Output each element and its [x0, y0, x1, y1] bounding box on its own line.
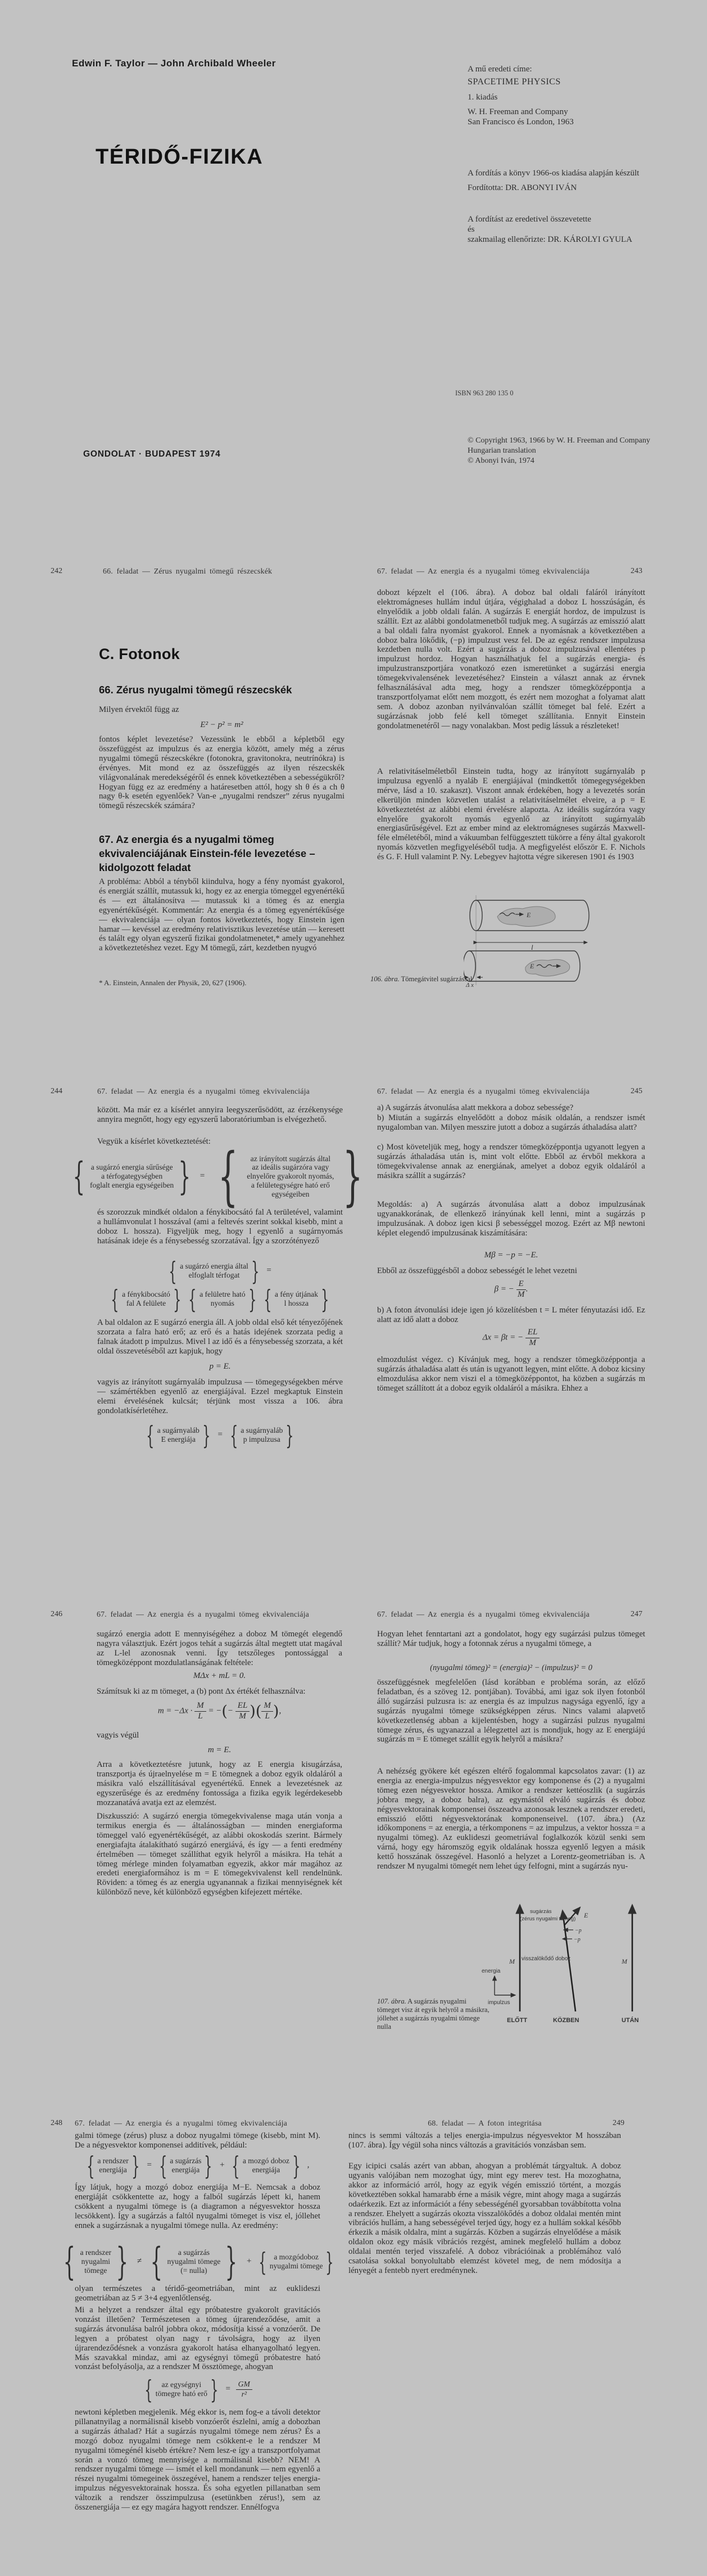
- brace-line: fal A felülete: [126, 1299, 166, 1307]
- figure-label-energy-1: E: [527, 911, 531, 919]
- operator: =: [217, 1430, 223, 1440]
- brace-glyph: }: [225, 2239, 238, 2284]
- paragraph: Diszkusszió: A sugárzó energia tömegekvivalense maga után vonja a termikus energia és — általánosságban — minden energiaforma tömeggel való egyenértékűségét, az alábbi okoskodás szerint. Bármely energiafajta átalakítható sugárzó energiává, és így — a fenti eredmény értelmében — tömeget szállíthat egyik helyről a másikra. Ha tehát a tömeg mérlege minden folyamatban egyezik, akkor már magához az eredeti energiaformához is m = E tömegekvivalenst kell rendelnünk. Röviden: a tömeg és az energia ugyanannak a fizikai mennyiségnek két különböző neve, két különböző egységben kifejezett mértéke.: [97, 1812, 342, 1897]
- brace-lines: [179, 1262, 250, 1280]
- brace-equation: [97, 1284, 343, 1314]
- paragraph: Megoldás: a) A sugárzás átvonulása alatt a doboz impulzusának ugyanakkorának, de ellenkező irányúnak kell lenni, mint a sugárzás p impulzusának. A doboz igen kicsi β sebességgel mozog. Ezért az Mβ newtoni képlet elegendő impulzusának kiszámítására:: [377, 1200, 645, 1238]
- running-head: 66. feladat — Zérus nyugalmi tömegű részecskék: [103, 567, 273, 575]
- brace-line: egységeiben: [271, 1189, 310, 1198]
- label-before: ELŐTT: [507, 2017, 528, 2024]
- brace-glyph: {: [158, 2150, 167, 2181]
- brace-group: [85, 2150, 142, 2181]
- equation-text: m = −Δx ·: [157, 1706, 195, 1716]
- original-title-label: A mű eredeti címe:: [468, 65, 532, 74]
- fraction-numerator: M: [261, 1702, 273, 1712]
- fraction-numerator: M: [194, 1702, 206, 1712]
- brace-lines: [169, 2157, 202, 2175]
- paragraph: olyan természetes a téridő-geometriában, mint az euklideszi geometriában az 5 ≠ 3+4 egyenlőtlenség.: [75, 2284, 320, 2303]
- brace-line: E energiája: [161, 1435, 196, 1443]
- running-head: 67. feladat — Az energia és a nyugalmi tömeg ekvivalenciája: [97, 1087, 310, 1095]
- axis-label-momentum: impulzus: [488, 2000, 510, 2006]
- brace-glyph: {: [217, 1140, 238, 1213]
- page-number: 245: [631, 1087, 642, 1095]
- fraction-numerator: GM: [236, 2380, 252, 2389]
- paragraph: Ebből az összefüggésből a doboz sebességét le lehet vezetni: [377, 1266, 577, 1275]
- running-head: 68. feladat — A foton integritása: [428, 2119, 542, 2127]
- brace-group: [143, 2374, 220, 2404]
- problem-66-heading: 66. Zérus nyugalmi tömegű részecskék: [99, 684, 292, 696]
- label-radiation: sugárzás: [530, 1909, 552, 1915]
- brace-line: a mozgódoboz: [274, 2253, 319, 2262]
- figure-label-energy-2: E: [530, 962, 534, 970]
- operator: =: [199, 1171, 205, 1181]
- brace-line: a sugárzás: [178, 2248, 210, 2257]
- brace-line: az egységnyi: [161, 2380, 202, 2389]
- label-minus-p-1: −p: [575, 1928, 582, 1934]
- page-number: 243: [631, 567, 642, 575]
- axis-label-energy: energia: [482, 1968, 501, 1974]
- equation: Mβ = −p = −E.: [484, 1251, 538, 1260]
- figure-caption-text: Tömegátvitel sugárzással: [399, 975, 473, 983]
- brace-equation: [97, 1420, 343, 1450]
- equation-tail: ,: [307, 2160, 310, 2170]
- brace-line: tömege: [84, 2266, 107, 2275]
- brace-line: elnyelőre gyakorolt nyomás,: [247, 1172, 334, 1181]
- equation-text: −: [227, 1706, 235, 1716]
- paragraph: A probléma: Abból a tényből kiindulva, hogy a fény nyomást gyakorol, és energiát szállít, mutassuk ki, hogy ez az energia tömeggel egyenértékű és — ezt általánosítva — mutassuk ki a tömeg és az energia egyenértékűségét. Kommentár: Az energia és a tömeg egyenértékűsége — ekvivalenciája — olyan fontos következtetés, hogy Einstein igen hamar — kevéssel az eredmény relativisztikus levezetése után — keresett és talált egy olyan egyszerű fizikai gondolatmenetet,* amely ugyanehhez a következtetéshez vezet. Egy M tömegű, zárt, kezdetben nyugvó: [99, 877, 345, 953]
- brace-group: [228, 1420, 296, 1450]
- footnote: * A. Einstein, Annalen der Physik, 20, 627 (1906).: [99, 978, 247, 987]
- brace-line: energiája: [252, 2166, 280, 2174]
- figure-caption-text: A sugárzás nyugalmi tömeget visz át egyik helyről a másikra, jóllehet a sugárzás nyugalmi tömege nulla: [377, 1997, 490, 2031]
- brace-line: energiája: [99, 2166, 127, 2174]
- vector-label-M-before: M: [509, 1957, 515, 1965]
- paragraph: Vegyük a kísérlet következtetését:: [97, 1137, 211, 1146]
- brace-equation: [63, 2239, 334, 2284]
- figure-caption-label: 106. ábra.: [370, 975, 400, 983]
- operator: +: [246, 2257, 252, 2266]
- brace-lines: [239, 1426, 284, 1444]
- figure-label-delta-x: Δ x: [466, 982, 474, 987]
- brace-line: a felületegységre ható erő: [251, 1180, 330, 1189]
- brace-lines: [96, 2157, 129, 2175]
- label-E: E: [584, 1911, 588, 1919]
- figure-107-caption: [377, 1997, 490, 2031]
- figure-106-radiation-cylinders: [464, 893, 615, 987]
- brace-lines: [198, 1290, 247, 1308]
- label-zero-rest-mass: (zérus nyugalmi tömeg): [520, 1916, 576, 1922]
- paragraph: a) A sugárzás átvonulása alatt mekkora a doboz sebessége?: [377, 1103, 574, 1112]
- brace-line: az ideális sugárzóra vagy: [252, 1163, 329, 1172]
- page-number: 242: [51, 567, 62, 575]
- section-heading: C. Fotonok: [99, 646, 180, 662]
- brace-group: [69, 1154, 194, 1198]
- page-number: 247: [631, 1610, 642, 1618]
- equation-text: β = −: [494, 1284, 516, 1294]
- brace-glyph: {: [264, 1284, 272, 1314]
- paragraph: sugárzó energia adott E mennyiségéhez a doboz M tömegét elegendő nagyra választjuk. Ezért jogos tehát a sugárzás által megtett utat magával az L-lel azonosnak venni. Így tetszőleges pontossággal a tömegközéppont mozdulatlanságának feltétele:: [97, 1630, 342, 1667]
- brace-line: a rendszer: [97, 2157, 129, 2166]
- operator: +: [219, 2160, 225, 2170]
- brace-group: [144, 1420, 212, 1450]
- brace-line: nyugalmi tömege: [167, 2257, 221, 2266]
- brace-line: a mozgó doboz: [242, 2157, 289, 2166]
- paragraph: galmi tömege (zérus) plusz a doboz nyugalmi tömege (kisebb, mint M). De a négyesvektor komponensei additívek, például:: [75, 2131, 320, 2150]
- brace-lines: [155, 2380, 209, 2398]
- brace-glyph: }: [131, 2150, 140, 2181]
- brace-line: a sugárnyaláb: [157, 1426, 200, 1435]
- brace-lines: [274, 1290, 319, 1308]
- paragraph: vagyis végül: [97, 1731, 139, 1740]
- brace-glyph: }: [116, 2239, 128, 2284]
- equation-text: = −: [206, 1706, 222, 1716]
- fraction: [235, 1702, 250, 1721]
- brace-line: (= nulla): [180, 2266, 207, 2275]
- paragraph: vagyis az irányított sugárnyaláb impulzusa — tömegegységekben mérve — számértékben egyenlő az energiájával. Ezzel megkaptuk Einstein elemi érvelésének kulcsát; térjünk most vissza a 106. ábra gondolatkísérletéhez.: [97, 1378, 343, 1415]
- paragraph: Mi a helyzet a rendszer által egy próbatestre gyakorolt gravitációs vonzást illetően? Természetesen a tömeg újrarendeződése, amit a sugárzás átvonulása balról jobbra okoz, módosítja kissé a vonzóerőt. De legyen a próbatest olyan nagy r távolságra, hogy az ilyen újrarendeződésnek a vonzásra gyakorolt hatása elhanyagolható legyen. Más szavakkal mindaz, ami az egységnyi tömegű próbatestre ható vonzást befolyásolja, az a rendszer M össztömege, ahogyan: [75, 2306, 320, 2372]
- brace-equation: [97, 1256, 343, 1286]
- brace-glyph: }: [251, 1256, 260, 1286]
- paragraph: és szorozzuk mindkét oldalon a fénykibocsátó fal A területével, valamint a hullámvonulat l hosszával (ami a feltevés szerint sokkal kisebb, mint a doboz L hossza). Figyeljük meg, hogy l egyenlő a sugárnyomás hatásának ideje és a fénysebesség szorzatával. Így a szorzótényező: [97, 1208, 343, 1246]
- brace-line: az irányított sugárzás által: [250, 1154, 330, 1163]
- running-head: 67. feladat — Az energia és a nyugalmi tömeg ekvivalenciája: [377, 1087, 590, 1095]
- brace-glyph: }: [285, 1420, 294, 1450]
- page-number: 249: [613, 2119, 624, 2127]
- brace-group: [210, 1140, 371, 1213]
- equation: [377, 1328, 645, 1348]
- brace-lines: [79, 2248, 112, 2275]
- fraction: [261, 1702, 273, 1721]
- running-head: 67. feladat — Az energia és a nyugalmi tömeg ekvivalenciája: [377, 567, 590, 575]
- brace-line: nyugalmi: [81, 2257, 110, 2266]
- figure-caption-label: 107. ábra.: [377, 1997, 406, 2005]
- fraction-denominator: M: [529, 1338, 536, 1347]
- brace-lines: [269, 2253, 324, 2271]
- fraction: [516, 1280, 526, 1300]
- brace-line: a sugárzó energia által: [180, 1262, 248, 1271]
- equation: E² − p² = m²: [200, 720, 243, 729]
- brace-glyph: }: [248, 1284, 257, 1314]
- brace-lines: [246, 1154, 335, 1199]
- copyright-line-3: © Abonyi Iván, 1974: [468, 457, 534, 465]
- brace-glyph: }: [292, 2150, 301, 2181]
- operator: =: [146, 2160, 152, 2170]
- brace-line: l hossza: [284, 1299, 309, 1307]
- paragraph: A bal oldalon az E sugárzó energia áll. A jobb oldal első két tényezőjének szorzata a falra ható erő; az erő és a hatás idejének szorzata pedig a falnak átadott p impulzus. Mivel l az idő és a fénysebesség szorzata, a két oldal összevetéséből azt kapjuk, hogy: [97, 1318, 343, 1356]
- brace-glyph: {: [144, 2374, 153, 2404]
- brace-glyph: {: [229, 1420, 238, 1450]
- brace-lines: [156, 1426, 201, 1444]
- brace-equation: [75, 2375, 320, 2403]
- brace-glyph: {: [86, 2150, 95, 2181]
- fraction-denominator: L: [198, 1711, 203, 1721]
- page-number: 244: [51, 1087, 62, 1095]
- figure-107-vector-diagram: [461, 1896, 652, 2030]
- paragraph: Így látjuk, hogy a mozgó doboz energiája M−E. Nemcsak a doboz energiáját csökkentette az, hogy a falból sugárzás lépett ki, hanem csökkent a nyugalmi tömege is (a diagramon a négyesvektor hossza lecsökkent). Így a sugárzás a faltól nyugalmi tömeget is visz el, jóllehet ennek a sugárzásnak a nyugalmi tömege nulla. Az eredmény:: [75, 2183, 320, 2230]
- equation: [377, 1280, 645, 1300]
- brace-glyph: {: [146, 1420, 155, 1450]
- operator: =: [225, 2384, 231, 2394]
- paragraph: b) A foton átvonulási ideje igen jó közelítésben t = L méter fényutazási idő. Ez alatt az idő alatt a doboz: [377, 1306, 645, 1324]
- brace-group: [187, 1284, 258, 1314]
- equation: m = E.: [207, 1745, 232, 1754]
- brace-glyph: }: [202, 1420, 211, 1450]
- paragraph: A relativitáselméletből Einstein tudta, hogy az irányított sugárnyaláb p impulzusa egyenlő a nyaláb E energiájával (mindkettőt tömegegységekben mérve, lásd a 10. szakaszt). Viszont annak érdekében, hogy a levezetés során elkerüljön minden közvetlen utalást a relativitáselmélet elveire, a p = E következtetést az alábbi elemi érvelésre alapozta. Az ideális sugárzóra vagy elnyelőre gyakorolt nyomás egyenlő az irányított sugárnyaláb energiasűrűségével. Ezt az ember mind az elektromágneses sugárzás Maxwell-féle elméletéből, mind a vákuumban felfüggesztett tükörre a fény által gyakorolt nyomás közvetlen megfigyeléséből tudja. A megfigyelést először E. F. Nichols és G. F. Hull valamint P. Ny. Lebegyev hajtotta végre sikeresen 1901 és 1903: [377, 767, 645, 862]
- equation-text: Δx = βt = −: [482, 1333, 525, 1342]
- figure-label-length: l: [531, 943, 533, 951]
- operator: =: [266, 1266, 272, 1275]
- label-minus-p-2: −p: [574, 1937, 581, 1943]
- brace-glyph: }: [204, 2150, 212, 2181]
- label-during: KÖZBEN: [553, 2017, 579, 2024]
- brace-line: p impulzusa: [243, 1435, 280, 1443]
- paragraph: c) Most követeljük meg, hogy a rendszer tömegközéppontja ugyanott legyen a sugárzás áthaladása után is, mint volt előtte. Ebből az érvből mekkora a tömegekvivalense annak az energiának, amelyet a doboz egyik oldaláról a másikra szállít a sugárzás?: [377, 1143, 645, 1180]
- brace-line: a fény útjának: [274, 1290, 318, 1299]
- fraction-denominator: M: [239, 1711, 246, 1721]
- brace-line: nyomás: [210, 1299, 234, 1307]
- brace-glyph: }: [178, 1154, 191, 1198]
- translator-line: Fordította: DR. ABONYI IVÁN: [468, 183, 577, 192]
- paragraph: fontos képlet levezetése? Vezessünk le ebből a képletből egy összefüggést az impulzus és az energia között, amely még a zérus nyugalmi tömegű részecskékre (fotonokra, gravitonokra, neutrínókra) is érvényes. Mit mond ez az összefüggés az ilyen részecskék világvonalának meredekségéről és ennek következtében a sebességükről? Hogyan függ ez az eredmény a határesetben attól, hogy sh θ és a ch θ nagy θ-k esetén egyenlőek? Van-e „nyugalmi rendszer” zérus nyugalmi tömegű részecskék számára?: [99, 735, 345, 811]
- page-number: 246: [51, 1610, 62, 1618]
- brace-glyph: {: [73, 1154, 85, 1198]
- brace-group: [147, 2239, 241, 2284]
- paragraph: nincs is semmi változás a teljes energia-impulzus négyesvektor M hosszában (107. ábra). Így végül soha nincs változás a gravitációs vonzásban sem.: [348, 2131, 621, 2150]
- brace-line: a sugárzó energia sűrűsége: [90, 1163, 173, 1172]
- copyright-line-2: Hungarian translation: [468, 446, 536, 455]
- brace-group: [262, 1284, 330, 1314]
- big-paren: (: [255, 1702, 262, 1720]
- brace-lines: [166, 2248, 222, 2275]
- brace-glyph: {: [259, 2246, 267, 2277]
- brace-group: [230, 2150, 302, 2181]
- page-spread-242-243: [0, 562, 707, 1068]
- brace-glyph: {: [63, 2239, 75, 2284]
- page-spread-244-245: [0, 1068, 707, 1586]
- brace-glyph: {: [232, 2150, 240, 2181]
- brace-line: foglalt energia egységeiben: [89, 1180, 174, 1189]
- brace-line: a rendszer: [80, 2248, 112, 2257]
- fraction-denominator: L: [265, 1711, 270, 1721]
- paragraph: dobozt képzelt el (106. ábra). A doboz bal oldali faláról irányított elektromágneses hullám indul útjára, végighalad a doboz L hosszúságán, és elnyelődik a jobb oldali falán. A sugárzás E energiát hordoz, de impulzust is szállít. Ezt az alábbi gondolatmenetből tudjuk meg. A sugárzás az emisszió alatt a bal oldali falra nyomást gyakorol. Ennek a nyomásnak a következtében a doboz balra lökődik, (−p) impulzust vesz fel. De az egész rendszer impulzusa kezdetben nulla volt. Ezért a sugárzás a doboz impulzusával ellentétes p impulzust hordoz. Hogyan használhatjuk fel a sugárzás energia- és impulzustranszportjára vonatkozó ezen ismeretünket a sugárzási energia tömegekvivalensének levezetéséhez? Einstein a választ annak az érvnek felhasználásával adta meg, hogy a rendszer tömegközéppontja a transzportfolyamat előtt nem mozgott, és ezért nem mozoghat a folyamat alatt sem. A doboz azonban nyilvánvalóan szállít tömeget bal felé. Ezért a sugárzásnak jobb felé kell tömeget szállítania. Ennyit Einstein gondolatmenetéről — nagy vonalakban. Most pedig lássuk a részleteket!: [377, 588, 645, 730]
- reviewer-line-2: és: [468, 225, 475, 234]
- equation: MΔx + mL = 0.: [193, 1671, 246, 1680]
- label-recoiling-box: visszalökődő doboz: [522, 1956, 571, 1962]
- edition-line: 1. kiadás: [468, 93, 498, 102]
- fraction-denominator: M: [517, 1289, 525, 1299]
- book-title: TÉRIDŐ-FIZIKA: [96, 145, 264, 169]
- brace-line: tömegre ható erő: [155, 2389, 207, 2398]
- equation: p = E.: [209, 1362, 231, 1371]
- vector-label-M-after: M: [622, 1957, 627, 1965]
- brace-glyph: {: [111, 1284, 119, 1314]
- copyright-line-1: © Copyright 1963, 1966 by W. H. Freeman and Company: [468, 436, 650, 445]
- running-head: 67. feladat — Az energia és a nyugalmi tömeg ekvivalenciája: [75, 2119, 287, 2127]
- paragraph: b) Miután a sugárzás elnyelődött a doboz másik oldalán, a rendszer ismét nyugalomban van. Milyen messzire jutott a doboz a sugárzás áthaladása alatt?: [377, 1113, 645, 1132]
- fraction-numerator: E: [516, 1280, 526, 1290]
- fraction-denominator: r²: [241, 2389, 247, 2398]
- equation: [97, 1702, 342, 1721]
- figure-106-caption: [370, 975, 472, 984]
- original-title: SPACETIME PHYSICS: [468, 77, 561, 87]
- brace-glyph: }: [325, 2246, 334, 2277]
- brace-line: a fénykibocsátó: [122, 1290, 170, 1299]
- problem-67-heading: 67. Az energia és a nyugalmi tömeg ekvivalenciájának Einstein-féle levezetése – kidolgozott feladat: [99, 833, 315, 873]
- title-spread: [0, 0, 707, 562]
- equation-text: .: [525, 1284, 528, 1294]
- page-spread-248-249: [0, 2103, 707, 2576]
- brace-group: [257, 2246, 336, 2277]
- paragraph: Számítsuk ki az m tömeget, a (b) pont Δx értékét felhasználva:: [97, 1687, 306, 1696]
- page-number: 248: [51, 2119, 62, 2127]
- publisher-line-2: San Francisco és London, 1963: [468, 118, 574, 127]
- brace-lines: [89, 1163, 175, 1189]
- paragraph: Egy icipici csalás azért van abban, ahogyan a problémát tárgyaltuk. A doboz ugyanis valójában nem mozoghat úgy, mint egy merev test. Ha mozoghatna, akkor az információ arról, hogy az egyik végén emisszió történt, a mozgás következtében sokkal hamarabb érne a másik végre, mint ahogy maga a sugárzás odaérkezik. Ezt az információt a fény sebességénél gyorsabban továbbította volna a rendszer. Ehelyett a sugárzás okozta visszalökődés a doboz oldalai mentén mint vibrációs hullám, a hang sebességével terjed úgy, hogy ez a hullám sokkal később érkezik a másik oldalra, mint a sugárzás. Közben a sugárzás elnyelődése a másik oldalon okoz egy másik vibrációs rezgést, aminek megfelelő hullám a doboz oldalai mentén terjed visszafelé. A doboz vibrációinak a problémához való csatolása sokkal bonyolultabb elemzést követel meg, de nem módosítja a lényegét a fentebb nyert eredménynek.: [348, 2162, 621, 2275]
- brace-glyph: {: [169, 1256, 177, 1286]
- brace-glyph: }: [343, 1140, 363, 1213]
- imprint-line: GONDOLAT · BUDAPEST 1974: [83, 449, 221, 459]
- page-spread-246-247: [0, 1586, 707, 2103]
- big-paren: (: [221, 1702, 228, 1720]
- fraction: [525, 1328, 540, 1348]
- big-paren: ): [273, 1702, 279, 1720]
- running-head: 67. feladat — Az energia és a nyugalmi tömeg ekvivalenciája: [377, 1610, 590, 1618]
- brace-group: [60, 2239, 132, 2284]
- paragraph: között. Ma már ez a kísérlet annyira leegyszerűsödött, az érzékenysége annyira megnőtt, hogy egy egyszerű laboratóriumban is elvégezhető.: [97, 1106, 343, 1124]
- fraction: [194, 1702, 206, 1721]
- reviewer-line-3: szakmailag ellenőrizte: DR. KÁROLYI GYULA: [468, 235, 633, 244]
- translation-note: A fordítás a könyv 1966-os kiadása alapján készült: [468, 169, 640, 178]
- brace-group: [109, 1284, 183, 1314]
- brace-glyph: }: [321, 1284, 329, 1314]
- reviewer-line-1: A fordítást az eredetivel összevetette: [468, 215, 591, 224]
- publisher-line-1: W. H. Freeman and Company: [468, 107, 568, 116]
- paragraph: A nehézség gyökere két egészen eltérő fogalommal kapcsolatos zavar: (1) az energia az energia-impulzus négyesvektor egy komponense és (2) a nyugalmi tömeg ezen négyesvektor hossza. Amikor a rendszer kettéoszlik (a sugárzás jobbra megy, a doboz balra), az egymástól elváló sugárzás és doboz négyesvektorainak komponensei összeadva azonosak lesznek a rendszer eredeti, emisszió előtti négyesvektorának komponenseivel. (107. ábra.) (Az időkomponens = az energia, a térkomponens = az impulzus, a vektor hossza = a nyugalmi tömeg). Az euklideszi geometriával foglalkozók közül senki sem várná, hogy egy háromszög egyik oldalának hossza egyenlő legyen a másik kettő hosszának összegével. Hasonló a helyzet a Lorentz-geometriában is. A rendszer M nyugalmi tömegét nem lehet úgy felfogni, mint a sugárzás nyu-: [377, 1767, 645, 1871]
- running-head: 67. feladat — Az energia és a nyugalmi tömeg ekvivalenciája: [97, 1610, 309, 1618]
- big-paren: ): [250, 1702, 256, 1720]
- fraction-numerator: EL: [525, 1328, 540, 1338]
- equation: (nyugalmi tömeg)² = (energia)² − (impulzus)² = 0: [430, 1663, 592, 1672]
- brace-glyph: }: [210, 2374, 219, 2404]
- brace-lines: [242, 2157, 291, 2175]
- fraction-numerator: EL: [235, 1702, 250, 1712]
- brace-glyph: {: [188, 1284, 197, 1314]
- brace-line: energiája: [171, 2166, 200, 2174]
- paragraph: Hogyan lehet fenntartani azt a gondolatot, hogy egy sugárzási pulzus tömeget szállít? Már tudjuk, hogy a fotonnak zérus a nyugalmi tömege, a: [377, 1630, 645, 1648]
- brace-line: a felületre ható: [200, 1290, 246, 1299]
- equation-text: ,: [279, 1706, 282, 1716]
- fraction: [236, 2380, 252, 2398]
- paragraph: összefüggésnek megfelelően (lásd korábban e probléma során, az előző feladatban, és a szöveg 12. pontjában). Továbbá, ami igaz sok ilyen fotonból álló sugárzási pulzusra is: az energia és az impulzus nagysága egyenlő, így a sugárzás nyugalmi tömege szükségképpen zérus. Nincs valami alapvető következetlenség abban a kijelentésben, hogy a sugárzási pulzus nyugalmi tömege zérus, és ugyanazzal a lélegzettel azt is mondjuk, hogy az E energiájú sugárzás m = E tömeget szállít egyik helyről a másikra?: [377, 1678, 645, 1744]
- brace-equation: [75, 2150, 320, 2181]
- operator: ≠: [137, 2257, 142, 2266]
- label-after: UTÁN: [622, 2017, 639, 2024]
- brace-line: elfoglalt térfogat: [188, 1271, 240, 1279]
- brace-lines: [121, 1290, 171, 1308]
- brace-glyph: {: [150, 2239, 162, 2284]
- brace-line: nyugalmi tömege: [269, 2262, 323, 2270]
- paragraph: Arra a következtetésre jutunk, hogy az E energia kisugárzása, transzportja és újraelnyelése m = E tömegnek a doboz egyik oldaláról a másikra való elszállításával egyenértékű. Ennek a levezetésnek az egyszerűsége és az eredmény fontossága a fizika egyik legérdekesebb mozzanatává avatja ezt az elemzést.: [97, 1760, 342, 1807]
- brace-group: [167, 1258, 261, 1284]
- paragraph: newtoni képletben megjelenik. Még ekkor is, nem fog-e a távoli detektor pillanatnyilag a normálisnál kisebb vonzóerőt észlelni, amíg a dobozban a sugárzás áthalad? Hát a sugárzás nyugalmi tömege nem zérus? És a mozgó doboz nyugalmi tömege nem csökkent-e le a rendszer M nyugalmi tömegénél kisebb értékre? Nem lesz-e így a transzportfolyamat során a vonzó tömeg mennyisége a normálisnál kisebb? NEM! A rendszer nyugalmi tömege — ismét el kell mondanunk — nem egyenlő a részei nyugalmi tömegeinek összegével, hanem a rendszer teljes energia-impulzus négyesvektorainak hossza. És soha egyetlen pillanatban sem változik a rendszer összimpulzusa (esetünkben zérus!), sem az összenergiája — ez egy magára hagyott rendszer. Ennélfogva: [75, 2408, 320, 2512]
- paragraph: elmozdulást végez. c) Kívánjuk meg, hogy a rendszer tömegközéppontja a sugárzás áthaladása alatt és után is ugyanott legyen, mint előtte. A doboz kicsiny elmozdulása akkor nem viszi el a tömegközéppontot, ha közben a sugárzás m tömeget szállított át a doboz egyik oldaláról a másikra. Ehhez a: [377, 1355, 645, 1393]
- brace-glyph: }: [173, 1284, 182, 1314]
- author-line: Edwin F. Taylor — John Archibald Wheeler: [72, 58, 276, 69]
- isbn-line: ISBN 963 280 135 0: [455, 389, 514, 397]
- paragraph: Milyen érvektől függ az: [99, 705, 179, 714]
- brace-line: a sugárzás: [170, 2157, 202, 2166]
- brace-line: a sugárnyaláb: [241, 1426, 283, 1435]
- brace-line: a térfogategységben: [101, 1172, 163, 1181]
- brace-group: [157, 2150, 215, 2181]
